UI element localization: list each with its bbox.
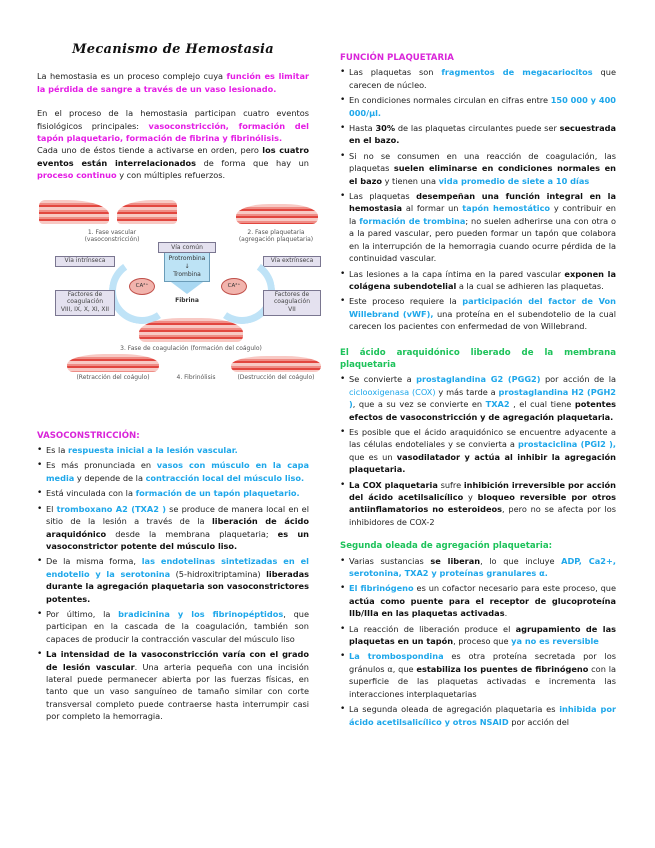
section-heading: VASOCONSTRICCIÓN: <box>37 430 140 441</box>
intro-paragraph-3 <box>37 144 309 181</box>
text-span: . Una arteria pequeña con una incisión lateral puede permanecer abierta por las fuerzas físicas, en tanto que un vaso sanguíneo de tamaño similar con corte transversal completo puede contraerse hasta interrumpir casi por completo la hemorragia. <box>46 661 309 722</box>
text-span: formación de un tapón plaquetario. <box>135 488 300 499</box>
list-item <box>37 487 309 499</box>
list-item <box>340 426 616 476</box>
text-span: secuestrada en el bazo. <box>349 123 616 146</box>
calcium-left-badge: CA²⁺ <box>129 278 155 295</box>
intro-highlight: vasoconstricción, formación del tapón plaquetario, formación de fibrina y fibrinólisis. <box>37 120 309 144</box>
vessel-phase1-right <box>117 200 177 224</box>
list-item <box>340 295 616 332</box>
text-span: de las plaquetas circulantes puede ser <box>395 123 560 134</box>
text-span: estabiliza los puentes de fibrinógeno <box>416 663 589 674</box>
text-span: respuesta inicial a la lesión vascular. <box>67 445 238 456</box>
text-span: potentes efectos de vasoconstricción y de agregación plaquetaria. <box>349 399 616 422</box>
text-span: Es posible que el ácido araquidónico se encuentre adyacente a las células endoteliales y se convierta a <box>349 426 616 450</box>
text-span: Hasta <box>349 123 376 134</box>
text-span: actúa como puente para el receptor de glucoproteína IIb/IIIa en las plaquetas activadas <box>349 595 616 619</box>
text-span: es otra proteína secretada por los gránulos α, que <box>349 651 616 674</box>
list-item <box>340 268 616 293</box>
text-span: participación del factor de Von Willebrand (vWF), <box>349 296 616 319</box>
intro-text: Cada uno de éstos tiende a activarse en orden, pero <box>37 145 263 156</box>
factors-left-box <box>55 290 115 316</box>
prothrombin-label: Protrombina <box>168 254 206 262</box>
list-item <box>37 555 309 605</box>
phase4-label: 4. Fibrinólisis <box>176 373 216 381</box>
right-column <box>340 52 616 731</box>
text-span: y más tarde a <box>435 386 499 397</box>
text-span: La intensidad de la vasoconstricción varía con el grado de lesión vascular <box>46 649 309 672</box>
text-span: La trombospondina <box>349 651 444 662</box>
left-column <box>37 42 315 726</box>
factors-left-line2: coagulación <box>66 298 104 306</box>
second-wave-list <box>340 555 616 728</box>
intro-text: La hemostasia es un proceso complejo cuya <box>37 71 227 82</box>
text-span: desde la membrana plaquetaria; <box>106 528 278 539</box>
list-item <box>37 608 309 645</box>
list-item <box>340 66 616 91</box>
section-heading: El ácido araquidónico liberado de la membrana plaquetaria <box>340 347 616 370</box>
list-item <box>340 94 616 119</box>
text-span: y tienen una <box>382 175 439 186</box>
phase3-label: 3. Fase de coagulación (formación del coágulo) <box>120 344 262 352</box>
text-span: Las plaquetas son <box>349 67 442 78</box>
list-item <box>37 648 309 722</box>
text-span: De la misma forma, <box>46 556 142 567</box>
intro-text: de forma que hay un <box>196 157 309 168</box>
factors-right-line2: coagulación <box>273 298 311 306</box>
factors-right-line1: Factores de <box>274 290 310 298</box>
text-span: desempeñan una función integral en la hemostasia <box>349 191 616 214</box>
text-span: que carecen de núcleo. <box>349 67 616 90</box>
text-span: (5-hidroxitriptamina) <box>170 568 267 579</box>
factors-left-line1: Factores de <box>67 290 103 298</box>
section-heading: FUNCIÓN PLAQUETARIA <box>340 53 454 63</box>
text-span: tapón hemostático <box>462 203 551 214</box>
list-item <box>37 444 309 456</box>
text-span: se produce de manera local en el sitio de la lesión a través de la <box>46 503 309 527</box>
text-span: prostaglandina G2 (PGG2) <box>416 374 541 385</box>
text-span: una proteína en el subendotelio de la cual carecen los pacientes con enfermedad de von Willebrand. <box>349 308 616 332</box>
vessel-phase3 <box>139 318 243 342</box>
text-span: prostaglandina H2 (PGH2 ) <box>349 386 616 410</box>
text-span: , el cual tiene <box>509 399 575 410</box>
platelet-function-list <box>340 66 616 332</box>
list-item <box>340 582 616 619</box>
text-span: El fibrinógeno <box>349 583 414 594</box>
text-span: prostaciclina (PGI2 ), <box>518 439 616 450</box>
intro-text: En el proceso de la hemostasia participan cuatro eventos fisiológicos principales: <box>37 108 309 131</box>
text-span: , proceso que <box>453 636 512 647</box>
text-span: El <box>46 503 57 514</box>
thrombin-label: Trombina <box>173 270 201 278</box>
text-span: Se convierte a <box>349 374 417 385</box>
retraction-label: (Retracción del coágulo) <box>76 373 150 381</box>
arachidonic-acid-section <box>340 347 616 529</box>
page-title: Mecanismo de Hemostasia <box>72 42 274 57</box>
list-item <box>340 373 616 423</box>
second-wave-section <box>340 540 616 728</box>
vessel-phase2 <box>236 204 318 224</box>
hemostasis-diagram <box>31 196 321 381</box>
text-span: ciclooxigenasa (COX) <box>349 386 436 397</box>
platelet-function-section <box>340 52 616 333</box>
text-span: inhibición irreversible por acción del ácido acetilsalicílico <box>349 479 616 502</box>
text-span: agrupamiento de las plaquetas en un tapón <box>349 623 616 647</box>
text-span: fragmentos de megacariocitos <box>441 67 593 78</box>
list-item <box>340 479 616 529</box>
text-span: La COX plaquetaria <box>349 479 438 490</box>
text-span: vasodilatador y actúa al inhibir la agregación plaquetaria. <box>349 451 616 475</box>
intro-paragraph-2 <box>37 107 309 144</box>
factors-right-box <box>263 290 321 316</box>
intro-highlight: proceso continuo <box>37 170 117 181</box>
text-span: por acción de la <box>540 374 616 385</box>
text-span: Varias sustancias <box>349 555 431 566</box>
vasoconstriction-list <box>37 444 309 723</box>
text-span: liberadas durante la agregación plaquetaria son vasoconstrictores potentes. <box>46 568 309 604</box>
intro-paragraph-1 <box>37 70 309 95</box>
text-span: En condiciones normales circulan en cifras entre <box>349 95 551 106</box>
section-heading: Segunda oleada de agregación plaquetaria: <box>340 541 553 552</box>
calcium-right-badge: CA²⁺ <box>221 278 247 295</box>
text-span: a la cual se adhieren las plaquetas. <box>456 280 604 291</box>
extrinsic-pathway-box: Vía extrínseca <box>263 256 321 267</box>
text-span: y depende de la <box>74 472 146 483</box>
text-span: , que participan en la cascada de la coagulación, también son capaces de producir la contracción vascular del músculo liso <box>46 608 309 644</box>
text-span: es un cofactor necesario para este proceso, que <box>413 583 616 594</box>
list-item <box>340 703 616 728</box>
intrinsic-pathway-box: Vía intrínseca <box>55 256 115 267</box>
text-span: 30% <box>375 123 396 134</box>
intro-bold: los cuatro eventos están interrelacionados <box>37 145 309 168</box>
fibrin-arrow-icon <box>171 282 203 294</box>
text-span: Las plaquetas <box>349 191 417 202</box>
text-span: ya no es reversible <box>511 636 599 647</box>
factors-left-line3: VIII, IX, X, XI, XII <box>60 305 110 313</box>
vessel-phase1-left <box>39 200 109 224</box>
phase2-label <box>231 229 321 244</box>
phase2-subtitle: (agregación plaquetaria) <box>238 236 314 244</box>
text-span: . <box>504 608 508 619</box>
text-span: exponen la colágena subendotelial <box>349 268 616 291</box>
text-span: Es más pronunciada en <box>46 460 157 471</box>
text-span: , pero no se afecta por los inhibidores de COX-2 <box>349 504 617 527</box>
phase1-subtitle: (vasoconstricción) <box>84 236 140 244</box>
text-span: se liberan <box>430 555 481 566</box>
text-span: suelen eliminarse en condiciones normales en el bazo <box>349 163 616 186</box>
intro-text: y con múltiples refuerzos. <box>116 170 226 181</box>
text-span: que es un <box>349 451 397 462</box>
text-span: y contribuir en la <box>349 203 616 226</box>
text-span: Por último, la <box>46 608 119 619</box>
text-span: vasos con músculo en la capa media <box>46 460 309 483</box>
vessel-retraction <box>67 354 159 372</box>
text-span: Es la <box>46 445 68 456</box>
arrow-down-icon: ↓ <box>184 262 190 270</box>
text-span: bloqueo reversible por otros antiinflamatorios no esteroideos <box>349 492 616 515</box>
text-span: Si no se consumen en una reacción de coagulación, las plaquetas <box>349 150 616 174</box>
text-span: Las lesiones a la capa íntima en la pared vascular <box>349 268 565 279</box>
common-path-label: Vía común <box>158 242 216 253</box>
text-span: formación de trombina <box>359 215 466 226</box>
text-span: y <box>463 492 478 502</box>
text-span: Este proceso requiere la <box>349 296 463 307</box>
text-span: las endotelinas sintetizadas en el endotelio y la serotonina <box>46 556 309 579</box>
list-item <box>340 555 616 580</box>
phase1-label <box>71 229 153 244</box>
text-span: 150 000 y 400 000/µl. <box>349 95 616 118</box>
list-item <box>340 623 616 648</box>
text-span: por acción del <box>508 716 570 727</box>
phase1-title: 1. Fase vascular <box>87 228 137 236</box>
destruction-label: (Destrucción del coágulo) <box>237 373 315 381</box>
list-item <box>340 650 616 700</box>
text-span: TXA2 <box>485 399 510 410</box>
vasoconstriction-section <box>37 430 309 723</box>
text-span: vida promedio de siete a 10 días <box>438 175 590 186</box>
list-item <box>340 122 616 147</box>
text-span: con la superficie de las plaquetas activadas e incrementa las interacciones interplaquetarias <box>349 663 616 699</box>
text-span: contracción local del músculo liso. <box>145 472 305 483</box>
text-span: La reacción de liberación produce el <box>349 623 516 634</box>
list-item <box>340 150 616 187</box>
text-span: Está vinculada con la <box>46 488 136 499</box>
list-item <box>37 503 309 553</box>
factors-right-line3: VII <box>288 305 296 313</box>
vessel-destruction <box>231 356 321 372</box>
text-span: tromboxano A2 (TXA2 ) <box>56 503 167 514</box>
text-span: inhibida por ácido acetilsalicílico y otros NSAID <box>349 704 616 727</box>
phase2-title: 2. Fase plaquetaria <box>247 228 305 236</box>
text-span: sufre <box>437 479 464 490</box>
arachidonic-acid-list <box>340 373 616 528</box>
text-span: ; no suelen adherirse una con otra o a la pared vascular, pero pueden formar un tapón que colabora en la interrupción de la hemorragia cuando ocurre pérdida de la continuidad vascular. <box>349 215 616 264</box>
text-span: es un vasoconstrictor potente del músculo liso. <box>46 528 310 551</box>
list-item <box>340 190 616 264</box>
text-span: La segunda oleada de agregación plaquetaria es <box>349 704 560 715</box>
fibrin-label: Fibrina <box>175 296 199 304</box>
list-item <box>37 459 309 484</box>
text-span: , lo que incluye <box>480 555 562 566</box>
text-span: ADP, Ca2+, serotonina, TXA2 y proteínas granulares α. <box>349 555 616 579</box>
text-span: bradicinina y los fibrinopéptidos <box>118 608 284 619</box>
text-span: , que a su vez se convierte en <box>352 399 486 410</box>
text-span: al formar un <box>402 203 463 214</box>
text-span: liberación de ácido araquidónico <box>46 516 309 539</box>
intro-highlight: función es limitar la pérdida de sangre a través de un vaso lesionado. <box>37 71 310 94</box>
